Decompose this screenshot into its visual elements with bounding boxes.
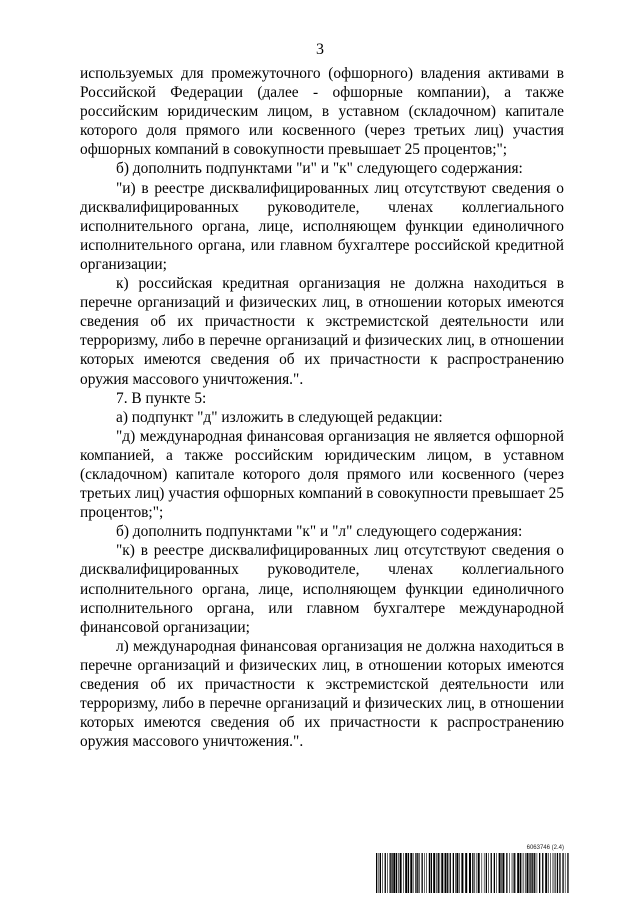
paragraph-4: к) российская кредитная организация не должна находиться в перечне организаций и физических лиц, в отношении которых имеются сведения об их причастности к экстремистской деятельности или терроризму, либо в перечне организаций и физических лиц, в отношении которых имеются сведения об их причастности к распространению оружия массового уничтожения.". [80,275,564,388]
barcode-bar [555,853,556,893]
page-number: 3 [316,41,324,58]
paragraph-5: 7. В пункте 5: [116,389,207,407]
barcode-bar [445,853,447,893]
barcode-bar [465,853,467,893]
barcode-bar [529,853,530,893]
barcode-bar [488,853,489,893]
barcode-bar [400,853,402,893]
barcode-bar [436,853,437,893]
barcode-bar [447,853,448,893]
barcode-bar [431,853,432,893]
barcode-bar [461,853,463,893]
barcode-bar [398,853,399,893]
barcode-bar [548,853,549,893]
barcode-bar [415,853,416,893]
barcode-bar [455,853,456,893]
barcode-bar [520,853,521,893]
barcode-bar [424,853,425,893]
barcode-bar [396,853,397,893]
barcode-bar [517,853,519,893]
barcode-bar [440,853,441,893]
barcode-bar [545,853,547,893]
barcode-bar [554,853,555,893]
barcode-bar [557,853,558,893]
barcode-bar [429,853,430,893]
barcode-bar [426,853,427,893]
barcode-bar [453,853,454,893]
barcode-bar [410,853,412,893]
barcode-bar [567,853,568,893]
barcode-bar [459,853,460,893]
barcode-bar [391,853,392,893]
barcode-bar [513,853,514,893]
barcode-bar [553,853,554,893]
barcode-bar [385,853,386,893]
barcode-bar [482,853,483,893]
barcode-bar [422,853,423,893]
paragraph-7: "д) международная финансовая организация не является офшорной компанией, а также российским юридическим лицом, в уставном (складочном) капитале которого доля прямого или косвенного (через третьих лиц) участия офшорных компаний в совокупности превышает 25 процентов;"; [80,427,564,522]
barcode-bar [417,853,418,893]
barcode-bar [438,853,439,893]
barcode-bar [499,853,501,893]
barcode-bar [450,853,451,893]
barcode-bar [491,853,492,893]
document-body [80,64,564,751]
barcode-bar [413,853,414,893]
barcode-bar [433,853,435,893]
barcode-bar [403,853,404,893]
barcode-bar [514,853,515,893]
barcode-bar [565,853,566,893]
paragraph-10: л) международная финансовая организация не должна находиться в перечне организаций и физических лиц, в отношении которых имеются сведения об их причастности к экстремистской деятельности или терроризму, либо в перечне организаций и физических лиц, в отношении которых имеются сведения об их причастности к распространению оружия массового уничтожения.". [80,637,564,751]
barcode-bar [390,853,391,893]
barcode-bar [532,853,533,893]
barcode-bar [512,853,513,893]
barcode-bar [441,853,443,893]
barcode-bar [393,853,395,893]
barcode-bar [522,853,523,893]
barcode-bar [525,853,526,893]
barcode-bar [559,853,560,893]
barcode-bar [550,853,551,893]
barcode-bar [539,853,540,893]
barcode-bar [496,853,497,893]
barcode-bar [501,853,502,893]
barcode-bar [405,853,407,893]
barcode-bar [419,853,420,893]
barcode-bar [562,853,563,893]
barcode-bar [476,853,477,893]
barcode-image [374,853,570,893]
paragraph-6: а) подпункт "д" изложить в следующей редакции: [116,408,443,426]
paragraph-3: "и) в реестре дисквалифицированных лиц отсутствуют сведения о дисквалифицированных руководителе, членах коллегиального исполнительного органа, лице, исполняющем функции единоличного исполнительного органа, или главном бухгалтере российской кредитной организации; [80,179,564,273]
paragraph-2: б) дополнить подпунктами "и" и "к" следующего содержания: [116,160,523,178]
paragraph-8: б) дополнить подпунктами "к" и "л" следующего содержания: [116,523,523,541]
barcode-bar [382,853,383,893]
barcode-bar [486,853,487,893]
barcode-bar [530,853,531,893]
barcode-bar [472,853,473,893]
barcode-bar [494,853,495,893]
barcode-bar [474,853,475,893]
barcode-bar [376,853,377,893]
barcode-bar [379,853,380,893]
paragraph-1: используемых для промежуточного (офшорного) владения активами в Российской Федерации (далее - офшорные компании), а также российским юридическим лицом, в уставном (складочном) капитале которого доля прямого или косвенного (через третьих лиц) участия офшорных компаний в совокупности превышает 25 процентов;"; [80,65,564,159]
barcode-bar [502,853,504,893]
barcode-bar [456,853,458,893]
barcode-id: 6063746 (2.4) [526,845,564,851]
barcode-bar [509,853,510,893]
barcode-bar [380,853,381,893]
barcode-bar [527,853,529,893]
barcode-bar [469,853,471,893]
barcode-block [374,845,570,897]
barcode-bar [524,853,525,893]
paragraph-9: "к) в реестре дисквалифицированных лиц отсутствуют сведения о дисквалифицированных руководителе, членах коллегиального исполнительного органа, лице, исполняющем функции единоличного исполнительного органа, или главном бухгалтере международной финансовой организации; [80,542,564,636]
barcode-bar [542,853,543,893]
barcode-bar [478,853,480,893]
barcode-bar [408,853,409,893]
barcode-bar [506,853,507,893]
barcode-bar [534,853,535,893]
barcode-bar [387,853,388,893]
barcode-bar [484,853,485,893]
barcode-bar [537,853,538,893]
